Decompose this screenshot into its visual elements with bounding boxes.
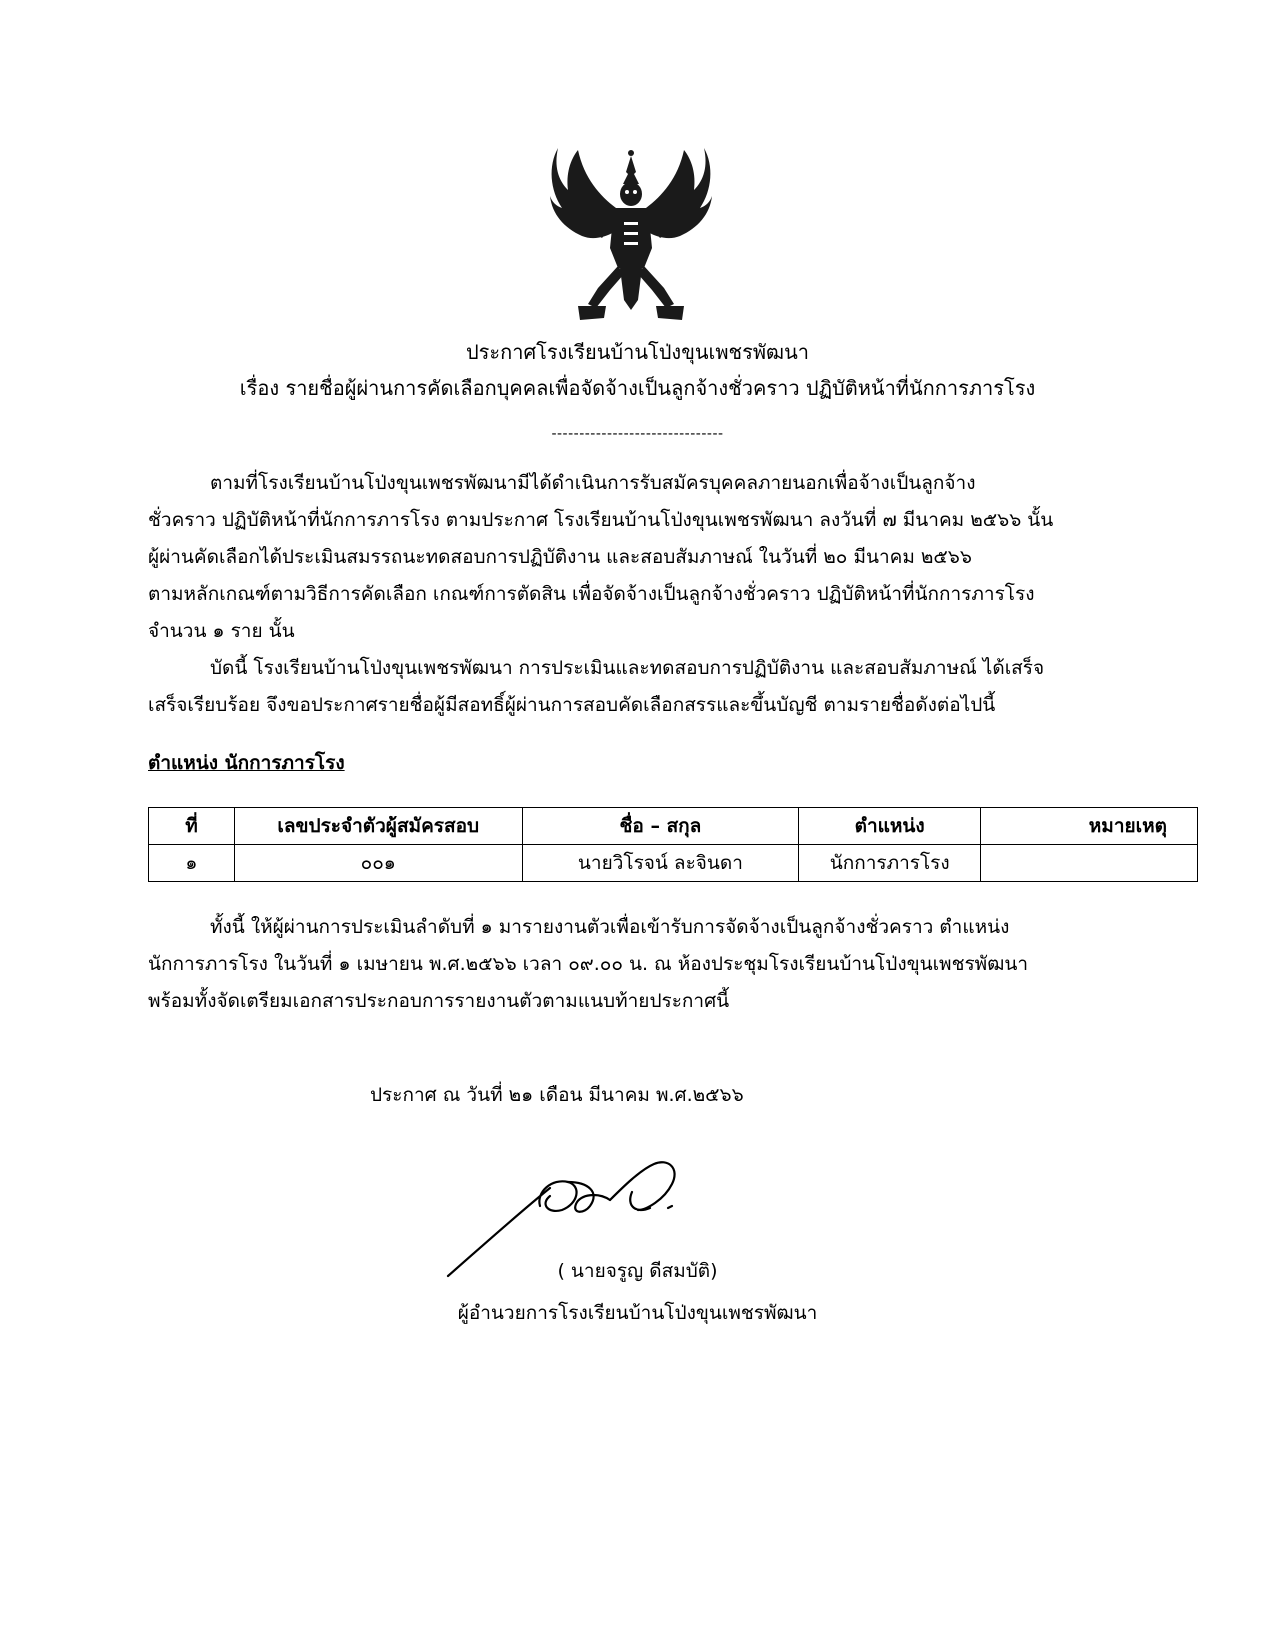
paragraph-1-line: ตามที่โรงเรียนบ้านโป่งขุนเพชรพัฒนามีได้ดำเนินการรับสมัครบุคคลภายนอกเพื่อจ้างเป็นลูกจ้าง [210, 472, 976, 494]
paragraph-3-line: นักการภารโรง ในวันที่ ๑ เมษายน พ.ศ.๒๕๖๖ เวลา ๐๙.๐๐ น. ณ ห้องประชุมโรงเรียนบ้านโป่งขุนเพชรพัฒนา [148, 953, 1029, 975]
paragraph-1-line: จำนวน ๑ ราย นั้น [148, 620, 295, 642]
paragraph-1-line: ชั่วคราว ปฏิบัติหน้าที่นักการภารโรง ตามประกาศ โรงเรียนบ้านโป่งขุนเพชรพัฒนา ลงวันที่ ๗ มีนาคม ๒๕๖๖ นั้น [148, 509, 1054, 531]
paragraph-2-line: บัดนี้ โรงเรียนบ้านโป่งขุนเพชรพัฒนา การประเมินและทดสอบการปฏิบัติงาน และสอบสัมภาษณ์ ได้เสร็จ [210, 657, 1045, 679]
announcement-subject: เรื่อง รายชื่อผู้ผ่านการคัดเลือกบุคคลเพื่อจัดจ้างเป็นลูกจ้างชั่วคราว ปฏิบัติหน้าที่นักการภารโรง [239, 376, 1036, 400]
position-heading: ตำแหน่ง นักการภารโรง [148, 752, 345, 774]
table-header-row [149, 808, 1198, 845]
paragraph-2-line: เสร็จเรียบร้อย จึงขอประกาศรายชื่อผู้มีสอทธิ์ผู้ผ่านการสอบคัดเลือกสรรและขึ้นบัญชี ตามรายชื่อดังต่อไปนี้ [148, 694, 996, 716]
cell-no: ๑ [149, 845, 235, 882]
cell-full-name: นายวิโรจน์ ละจินดา [522, 845, 799, 882]
column-header-full-name: ชื่อ – สกุล [522, 808, 799, 845]
paragraph-3-line: พร้อมทั้งจัดเตรียมเอกสารประกอบการรายงานตัวตามแนบท้ายประกาศนี้ [148, 990, 730, 1012]
cell-applicant-id: ๐๐๑ [234, 845, 522, 882]
announcement-date: ประกาศ ณ วันที่ ๒๑ เดือน มีนาคม พ.ศ.๒๕๖๖ [370, 1084, 744, 1106]
paragraph-3-line: ทั้งนี้ ให้ผู้ผ่านการประเมินลำดับที่ ๑ มารายงานตัวเพื่อเข้ารับการจัดจ้างเป็นลูกจ้างชั่วคราว ตำแหน่ง [210, 916, 1010, 938]
column-header-no: ที่ [149, 808, 235, 845]
title-divider: ------------------------------- [551, 426, 724, 442]
cell-position: นักการภารโรง [799, 845, 981, 882]
announcement-title: ประกาศโรงเรียนบ้านโป่งขุนเพชรพัฒนา [465, 340, 810, 364]
paragraph-1-line: ตามหลักเกณฑ์ตามวิธีการคัดเลือก เกณฑ์การตัดสิน เพื่อจัดจ้างเป็นลูกจ้างชั่วคราว ปฏิบัติหน้าที่นักการภารโรง [148, 583, 1035, 605]
paragraph-1-line: ผู้ผ่านคัดเลือกได้ประเมินสมรรถนะทดสอบการปฏิบัติงาน และสอบสัมภาษณ์ ในวันที่ ๒๐ มีนาคม ๒๕๖๖ [148, 546, 972, 568]
signer-title: ผู้อำนวยการโรงเรียนบ้านโป่งขุนเพชรพัฒนา [457, 1302, 818, 1324]
column-header-remarks: หมายเหตุ [981, 808, 1198, 845]
column-header-applicant-id: เลขประจำตัวผู้สมัครสอบ [234, 808, 522, 845]
garuda-emblem-icon [548, 138, 714, 326]
column-header-position: ตำแหน่ง [799, 808, 981, 845]
candidate-table [148, 807, 1198, 882]
signer-name: ( นายจรูญ ดีสมบัติ) [557, 1260, 718, 1282]
cell-remarks [981, 845, 1198, 882]
table-row [149, 845, 1198, 882]
